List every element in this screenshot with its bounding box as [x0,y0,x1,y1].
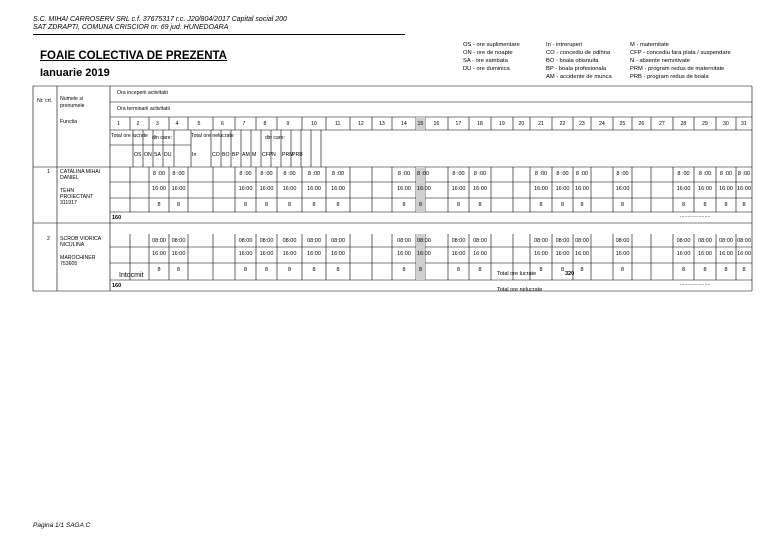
start-time-cell: 8 :00 [616,171,629,177]
day-header: 30 [723,121,729,127]
end-time-cell: 16:00 [282,186,297,192]
end-time-cell: 16:00 [417,186,431,192]
total-worked-value: 320 [565,271,575,277]
start-time-cell: 08:00 [615,238,630,244]
end-time-cell: 16:00 [451,251,466,257]
hours-cell: 8 [243,202,248,208]
start-time-cell: 08:00 [397,238,411,244]
start-time-cell: 8 :00 [331,171,345,177]
end-time-cell: 16:00 [417,251,431,257]
end-time-cell: 16:00 [698,251,712,257]
start-time-cell: 08:00 [171,238,186,244]
start-time-cell: 08:00 [238,238,253,244]
sub-header: AM [242,152,250,158]
end-time-cell: 16:00 [152,186,166,192]
signature-dots: .................... [680,213,711,219]
sub-header: BP [232,152,239,158]
end-time-cell: 16:00 [259,186,274,192]
end-time-cell: 16:00 [331,186,345,192]
row-total: 160 [112,215,122,221]
day-header: 20 [518,121,525,127]
worked-of-which: din care: [152,135,172,141]
day-header: 13 [379,121,385,127]
total-not-header: Total ore nelucrate [191,133,234,139]
end-time-cell: 16:00 [171,251,186,257]
day-header: 19 [499,121,505,127]
total-not-label: Total ore nelucrate [497,287,543,293]
hours-cell: 8 [580,202,584,208]
end-time-cell: 16:00 [719,186,733,192]
day-header: 12 [358,121,364,127]
start-time-cell: 8 :00 [556,171,569,177]
day-header: 26 [638,121,645,127]
start-time-cell: 8 :00 [152,171,166,177]
end-time-cell: 16:00 [676,186,691,192]
hours-cell: 8 [264,267,269,273]
hours-cell: 8 [176,267,181,273]
start-time-cell: 08:00 [473,238,487,244]
start-time-cell: 08:00 [575,238,589,244]
hours-cell: 8 [681,202,686,208]
function-header: Functia [60,119,78,125]
total-worked-label: Total ore lucrate [497,271,537,277]
end-time-cell: 16:00 [238,186,253,192]
sub-header: ON [144,152,152,158]
start-time-cell: 08:00 [152,238,166,244]
employee-name: SCROB VIORICA NICULINA [60,236,101,248]
day-header: 28 [680,121,687,127]
end-time-cell: 16:00 [238,251,253,257]
end-time-cell: 16:00 [397,251,411,257]
hours-cell: 8 [402,267,406,273]
hours-cell: 8 [418,202,423,208]
day-header: 11 [335,121,341,127]
start-time-cell: 8 :00 [172,171,185,177]
start-time-cell: 8 :00 [719,171,733,177]
day-header: 3 [156,121,159,127]
start-time-cell: 8 :00 [239,171,252,177]
hours-cell: 8 [742,267,746,273]
end-time-cell: 16:00 [615,251,630,257]
end-time-cell: 16:00 [171,186,186,192]
day-header: 15 [417,121,424,127]
employee-nr: 1 [47,169,50,175]
hours-cell: 8 [418,267,423,273]
hours-cell: 8 [703,202,707,208]
start-time-cell: 08:00 [534,238,548,244]
day-header: 21 [538,121,544,127]
nr-header: Nr. crt. [37,98,53,104]
sub-header: In [192,152,197,158]
hours-cell: 8 [560,202,565,208]
end-time-cell: 16:00 [331,251,345,257]
hours-cell: 8 [539,202,543,208]
day-header: 29 [702,121,708,127]
end-time-cell: 16:00 [719,251,733,257]
end-time-cell: 16:00 [555,186,570,192]
day-header: 16 [433,121,440,127]
hours-cell: 8 [620,202,625,208]
page-title: FOAIE COLECTIVA DE PREZENTA [40,50,227,62]
sub-header: CFP [262,152,273,158]
sub-header: BO [222,152,230,158]
start-time-cell: 08:00 [307,238,321,244]
name-header: Numele si prenumele [60,96,85,109]
start-time-cell: 08:00 [719,238,733,244]
start-time-cell: 8 :00 [397,171,411,177]
day-header: 23 [579,121,585,127]
day-header: 17 [455,121,462,127]
sub-header: SA [154,152,161,158]
prepared-label: Intocmit [119,272,144,279]
legend-col-2: In - intreruperi CO - concediu de odihna BO - boala obisnuita BP - boala profesionala AM - accidente de munca [546,42,612,80]
hours-cell: 8 [456,202,461,208]
start-time-cell: 08:00 [451,238,466,244]
end-time-cell: 16:00 [676,251,691,257]
start-time-cell: 08:00 [417,238,431,244]
end-time-cell: 16:00 [259,251,274,257]
legend-col-1: OS - ore suplimentare ON - ore de noapte SA - ore sambata DU - ore duminica [463,42,520,72]
hours-cell: 8 [724,267,728,273]
not-of-which: din care: [265,135,285,141]
day-header: 4 [175,121,179,127]
start-time-cell: 08:00 [676,238,691,244]
hours-cell: 8 [478,267,482,273]
employee-function: TEHN PROIECTANT 311917 [60,188,93,206]
start-time-cell: 8 :00 [575,171,589,177]
sub-header: OS [134,152,142,158]
hours-cell: 8 [243,267,248,273]
start-time-cell: 08:00 [737,238,751,244]
total-worked-header: Total ore lucrate [111,133,148,139]
end-time-cell: 16:00 [615,186,630,192]
hours-cell: 8 [724,202,728,208]
end-time-cell: 16:00 [534,186,548,192]
hours-cell: 8 [620,267,625,273]
end-time-cell: 16:00 [698,186,712,192]
end-time-cell: 16:00 [575,251,589,257]
start-time-cell: 08:00 [555,238,570,244]
sub-header: PRB [292,152,303,158]
day-header: 5 [197,121,201,127]
day-header: 8 [263,121,267,127]
hours-cell: 8 [157,267,161,273]
start-time-cell: 08:00 [698,238,712,244]
start-time-cell: 8 :00 [417,171,430,177]
day-header: 25 [619,121,626,127]
start-time-cell: 8 :00 [737,171,751,177]
day-header: 31 [741,121,747,127]
end-time-cell: 16:00 [473,251,487,257]
hours-cell: 8 [336,267,340,273]
employee-function: MAROCHINER 753605 [60,255,96,267]
day-header: 24 [599,121,605,127]
hours-cell: 8 [264,202,269,208]
company-line-1: S.C. MIHAI CARROSERV SRL c.f. 37675317 r.c. J20/804/2017 Capital social 200 [33,16,287,23]
day-header: 2 [136,121,140,127]
sub-header: M [252,152,257,158]
end-time-cell: 16:00 [307,251,321,257]
hours-cell: 8 [456,267,461,273]
sub-header: PRM [282,152,294,158]
period: Ianuarie 2019 [40,67,110,79]
start-header: Ora inceperii activitatii [117,90,168,96]
end-header: Ora terminarii activitatii [117,106,170,112]
hours-cell: 8 [312,202,316,208]
start-time-cell: 8 :00 [283,171,296,177]
start-time-cell: 8 :00 [452,171,465,177]
end-time-cell: 16:00 [397,186,411,192]
employee-name: CATALINA MIHAI DANIEL [60,169,101,181]
hours-cell: 8 [336,202,340,208]
hours-cell: 8 [478,202,482,208]
hours-cell: 8 [287,202,292,208]
day-header: 27 [659,121,665,127]
end-time-cell: 16:00 [555,251,570,257]
page-footer: Pagina 1/1 SAGA C [33,522,91,529]
end-time-cell: 16:00 [282,251,297,257]
sub-header: CO [212,152,220,158]
hours-cell: 8 [681,267,686,273]
sub-header: DU [164,152,172,158]
hours-cell: 8 [580,267,584,273]
day-header: 1 [117,121,120,127]
day-header: 10 [311,121,317,127]
day-header: 18 [477,121,483,127]
start-time-cell: 8 :00 [307,171,321,177]
hours-cell: 8 [312,267,316,273]
company-line-2: SAT ZDRAPTI, COMUNA CRISCIOR nr. 69 jud. HUNEDOARA [33,24,229,31]
day-header: 6 [221,121,224,127]
end-time-cell: 16:00 [575,186,589,192]
hours-cell: 8 [560,267,565,273]
start-time-cell: 08:00 [259,238,274,244]
legend-col-3: M - maternitate CFP - concediu fara plata / suspendare N - absente nemotivate PRM - program redus de maternitate PRB - program redus de boala [630,42,731,80]
hours-cell: 8 [703,267,707,273]
end-time-cell: 16:00 [737,186,751,192]
start-time-cell: 8 :00 [698,171,712,177]
start-time-cell: 8 :00 [473,171,487,177]
end-time-cell: 16:00 [307,186,321,192]
start-time-cell: 8 :00 [677,171,690,177]
employee-nr: 2 [47,236,50,242]
end-time-cell: 16:00 [152,251,166,257]
day-header: 9 [286,121,290,127]
day-header: 14 [401,121,407,127]
row-total: 160 [112,283,122,289]
hours-cell: 8 [157,202,161,208]
day-header: 7 [242,121,246,127]
sub-header: N [272,152,276,158]
end-time-cell: 16:00 [534,251,548,257]
start-time-cell: 8 :00 [260,171,273,177]
signature-dots: .................... [680,281,711,287]
start-time-cell: 08:00 [282,238,297,244]
end-time-cell: 16:00 [451,186,466,192]
start-time-cell: 8 :00 [534,171,548,177]
end-time-cell: 16:00 [473,186,487,192]
hours-cell: 8 [742,202,746,208]
end-time-cell: 16:00 [737,251,751,257]
day-header: 22 [559,121,566,127]
hours-cell: 8 [402,202,406,208]
hours-cell: 8 [539,267,543,273]
hours-cell: 8 [176,202,181,208]
start-time-cell: 08:00 [331,238,345,244]
hours-cell: 8 [287,267,292,273]
